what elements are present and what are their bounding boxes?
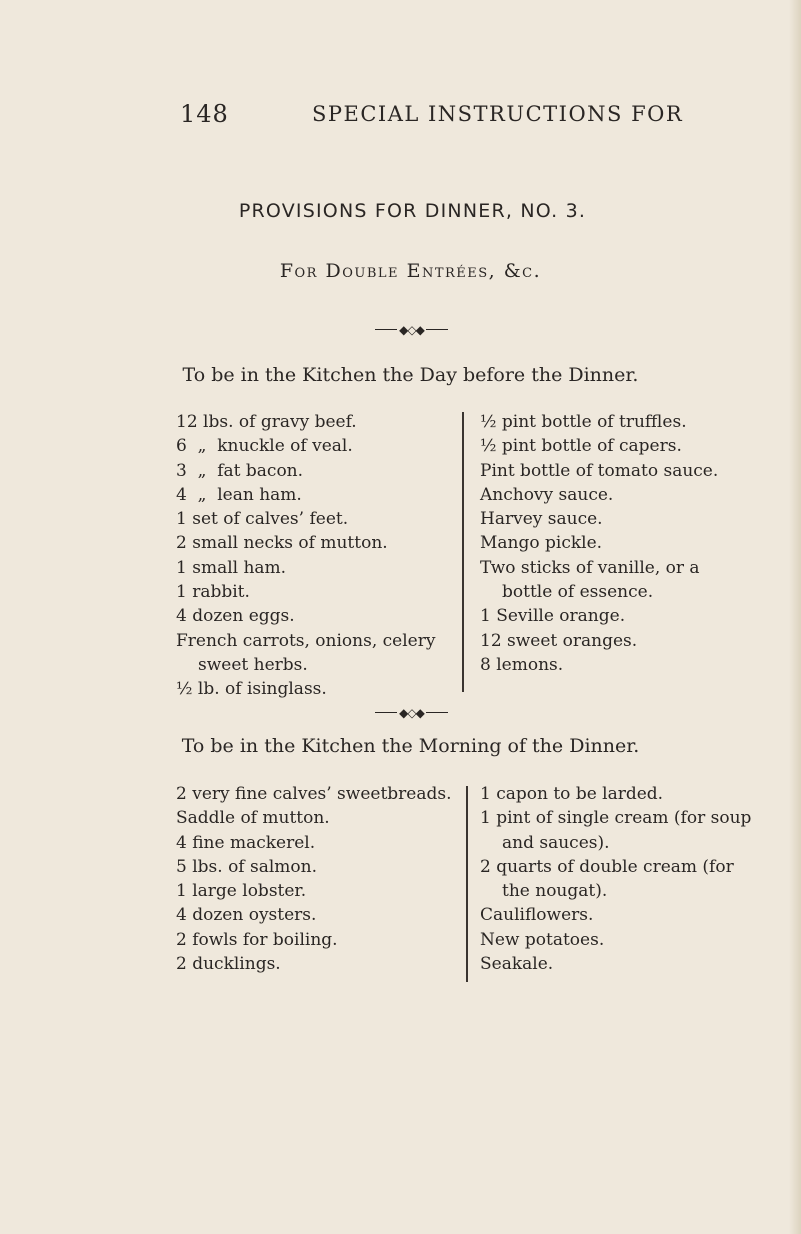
list-item: 4 „ lean ham. [176,484,302,505]
section-heading-day-before: To be in the Kitchen the Day before the Dinner. [182,364,639,386]
list-item: 2 very fine calves’ sweetbreads. [176,784,452,804]
list-item: 12 lbs. of gravy beef. [176,412,357,432]
list-item: New potatoes. [480,929,605,950]
list-item: Saddle of mutton. [176,808,330,829]
list-item: 1 set of calves’ feet. [176,509,349,530]
list-item: ½ lb. of isinglass. [176,679,327,700]
list-morning-right [480,782,751,976]
list-item: Anchovy sauce. [480,484,614,505]
list-item: 2 ducklings. [176,954,281,975]
page-edge [789,0,801,1234]
list-item: Seakale. [480,954,554,975]
list-item: Cauliflowers. [480,905,594,926]
list-item: 3 „ fat bacon. [176,460,304,481]
list-item: 1 rabbit. [176,582,250,603]
list-day-before-left [176,410,435,702]
list-item: 12 sweet oranges. [480,630,638,651]
list-item: 6 „ knuckle of veal. [176,436,353,457]
running-title: SPECIAL INSTRUCTIONS FOR [312,102,684,126]
list-item: 5 lbs. of salmon. [176,856,318,877]
list-item: Pint bottle of tomato sauce. [480,460,719,481]
page-title: PROVISIONS FOR DINNER, NO. 3. [238,200,587,222]
list-item: 4 dozen oysters. [176,905,317,926]
ornament-divider-1 [0,322,801,337]
list-item: Two sticks of vanille, or a [480,557,700,578]
list-item: 2 quarts of double cream (for [480,856,734,877]
list-item: and sauces). [502,832,610,853]
subtitle: For Double Entrées, &c. [279,260,542,282]
ornament-mark: ◆◇◆ [399,705,424,720]
running-head [0,100,801,140]
list-item: 2 fowls for boiling. [176,929,338,950]
page-number: 148 [180,100,229,128]
list-item: ½ pint bottle of capers. [480,436,682,457]
list-item: 8 lemons. [480,654,564,675]
list-item: the nougat). [502,881,608,902]
list-item: 4 dozen eggs. [176,606,295,627]
list-item: 1 large lobster. [176,881,307,902]
list-item: Mango pickle. [480,533,603,554]
list-item: 2 small necks of mutton. [176,533,388,554]
list-item: sweet herbs. [198,654,308,675]
list-item: 1 pint of single cream (for soup [480,808,752,829]
list-item: 1 small ham. [176,557,287,578]
ornament-divider-2 [0,705,801,720]
section-heading-morning: To be in the Kitchen the Morning of the Dinner. [181,735,640,757]
list-item: Harvey sauce. [480,509,603,530]
list-day-before-right [480,410,718,677]
column-divider [466,786,468,982]
list-item: 4 fine mackerel. [176,832,316,853]
list-item: bottle of essence. [502,582,654,603]
list-item: ½ pint bottle of truffles. [480,412,687,432]
list-item: French carrots, onions, celery [176,630,436,651]
list-item: 1 capon to be larded. [480,784,664,804]
ornament-mark: ◆◇◆ [399,322,424,337]
list-item: 1 Seville orange. [480,606,626,627]
column-divider [462,412,464,692]
list-morning-left [176,782,452,976]
